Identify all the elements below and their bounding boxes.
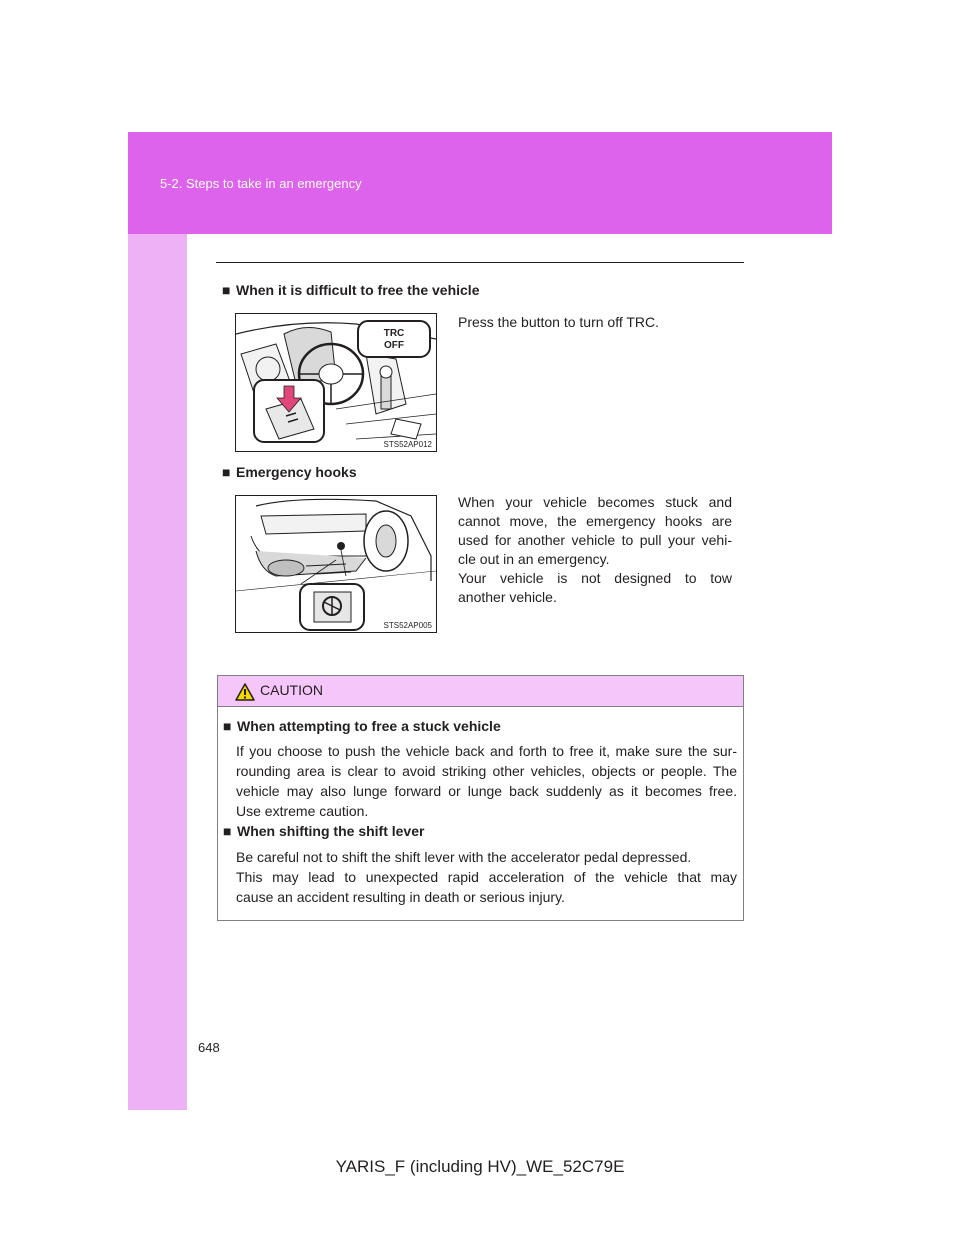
emergency-hooks-figure xyxy=(235,495,437,633)
heading-text: When attempting to free a stuck vehicle xyxy=(237,718,501,734)
caution-text-shift-lever xyxy=(236,847,737,907)
text-line: Be careful not to shift the shift lever with the accelerator pedal depressed. xyxy=(236,849,692,865)
trc-off-figure xyxy=(235,313,437,452)
dashboard-illustration xyxy=(236,314,436,451)
square-bullet-icon: ■ xyxy=(223,823,232,839)
text-line: rounding area is clear to avoid striking other vehicles, objects or people. The xyxy=(236,763,737,779)
text-line: cannot move, the emergency hooks are xyxy=(458,513,732,529)
heading-emergency-hooks xyxy=(222,464,357,480)
warning-triangle-icon xyxy=(235,683,255,701)
square-bullet-icon: ■ xyxy=(222,464,231,480)
caution-heading-shift-lever xyxy=(223,823,424,839)
heading-difficult-to-free xyxy=(222,282,479,298)
text-line: This may lead to unexpected rapid acceleration of the vehicle that may xyxy=(236,869,737,885)
text-line: If you choose to push the vehicle back and forth to free it, make sure the sur- xyxy=(236,743,737,759)
heading-text: When shifting the shift lever xyxy=(237,823,425,839)
text-line: Use extreme caution. xyxy=(236,803,369,819)
square-bullet-icon: ■ xyxy=(222,282,231,298)
caution-header xyxy=(218,676,743,707)
heading-text: When it is difficult to free the vehicle xyxy=(236,282,480,298)
page-number: 648 xyxy=(198,1040,220,1055)
text-line: cause an accident resulting in death or serious injury. xyxy=(236,889,565,905)
caution-label: CAUTION xyxy=(260,682,323,698)
text-line: When your vehicle becomes stuck and xyxy=(458,494,732,510)
text-line: vehicle may also lunge forward or lunge back suddenly as it becomes free. xyxy=(236,783,737,799)
trc-callout-line2: OFF xyxy=(384,340,404,351)
vehicle-underside-illustration xyxy=(236,496,436,632)
trc-instruction: Press the button to turn off TRC. xyxy=(458,314,660,330)
top-rule xyxy=(216,262,744,263)
text-line: another vehicle. xyxy=(458,589,557,605)
text-line: cle out in an emergency. xyxy=(458,551,610,567)
heading-text: Emergency hooks xyxy=(236,464,357,480)
side-color-band xyxy=(128,132,187,1110)
caution-heading-stuck-vehicle xyxy=(223,718,501,734)
emergency-hooks-text xyxy=(458,493,732,607)
figure-code: STS52AP012 xyxy=(383,440,432,449)
text-line: used for another vehicle to pull your vehi- xyxy=(458,532,732,548)
caution-box xyxy=(217,675,744,921)
document-footer: YARIS_F (including HV)_WE_52C79E xyxy=(335,1157,625,1176)
text-line: Your vehicle is not designed to tow xyxy=(458,570,732,586)
figure-code: STS52AP005 xyxy=(383,621,432,630)
trc-callout-line1: TRC xyxy=(383,328,405,339)
section-title: 5-2. Steps to take in an emergency xyxy=(160,176,362,191)
square-bullet-icon: ■ xyxy=(223,718,232,734)
caution-text-stuck-vehicle xyxy=(236,741,737,821)
